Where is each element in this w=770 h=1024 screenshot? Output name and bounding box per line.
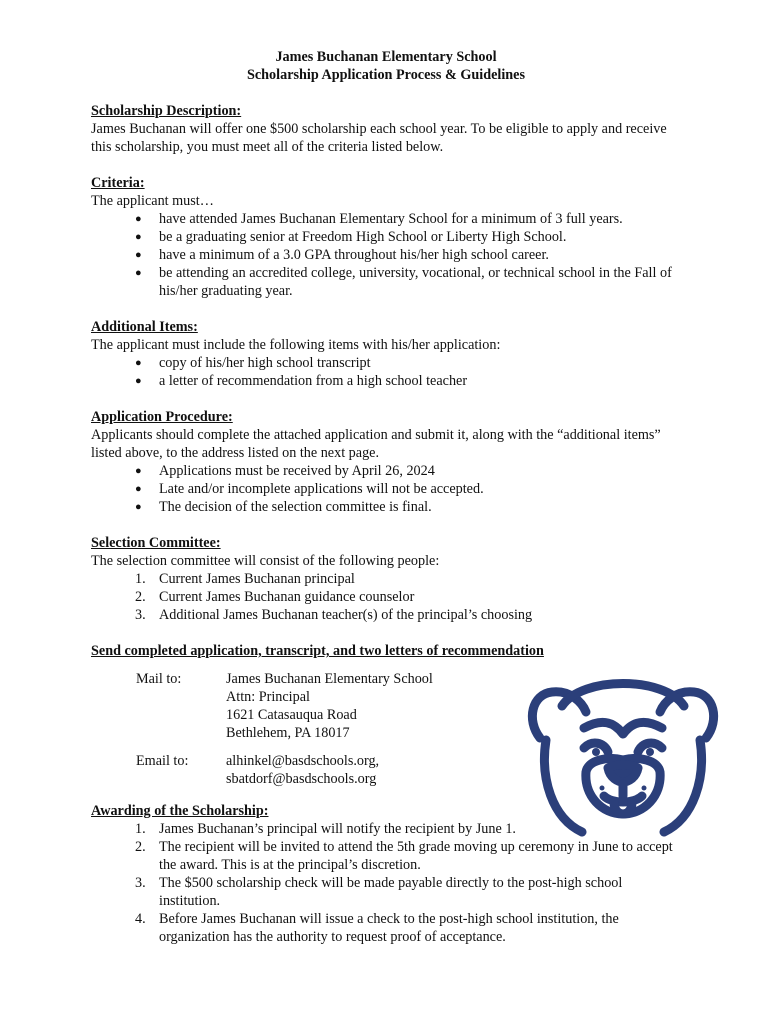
committee-heading: Selection Committee: <box>91 535 221 551</box>
list-item: 3. The $500 scholarship check will be made payable directly to the post-high school institution. <box>135 875 623 909</box>
list-item: ● be attending an accredited college, university, vocational, or technical school in the Fall of his/her graduating year. <box>135 265 672 299</box>
criteria-intro: The applicant must… <box>91 193 214 209</box>
address-line: 1621 Catasauqua Road <box>226 707 357 723</box>
section-additional-items <box>91 318 681 390</box>
description-text: James Buchanan will offer one $500 scholarship each school year. To be eligible to apply and receive this scholarship, you must meet all of the criteria listed below. <box>91 121 667 155</box>
list-item: 4. Before James Buchanan will issue a check to the post-high school institution, the organization has the authority to request proof of acceptance. <box>135 911 619 945</box>
address-line: Bethlehem, PA 18017 <box>226 725 350 741</box>
additional-list <box>91 354 681 390</box>
procedure-list <box>91 462 681 516</box>
description-heading: Scholarship Description: <box>91 103 242 119</box>
awarding-heading: Awarding of the Scholarship: <box>91 803 269 819</box>
list-item: ● Applications must be received by April 26, 2024 <box>135 463 435 479</box>
list-item: ● Late and/or incomplete applications will not be accepted. <box>135 481 484 497</box>
committee-list <box>91 570 681 624</box>
list-item: 1. James Buchanan’s principal will notify the recipient by June 1. <box>135 821 516 837</box>
list-item: 1. Current James Buchanan principal <box>135 571 355 587</box>
list-item: ● copy of his/her high school transcript <box>135 355 371 371</box>
email-addresses <box>226 752 379 788</box>
committee-intro: The selection committee will consist of the following people: <box>91 553 440 569</box>
mail-label: Mail to: <box>136 671 182 687</box>
email-address: alhinkel@basdschools.org, <box>226 753 380 769</box>
criteria-list <box>91 210 681 300</box>
email-address: sbatdorf@basdschools.org <box>226 771 377 787</box>
bulldog-mascot-icon <box>522 668 724 844</box>
section-procedure <box>91 408 681 516</box>
list-item: ● have attended James Buchanan Elementary School for a minimum of 3 full years. <box>135 211 623 227</box>
email-label: Email to: <box>136 753 189 769</box>
procedure-heading: Application Procedure: <box>91 409 233 425</box>
additional-heading: Additional Items: <box>91 319 198 335</box>
list-item: 3. Additional James Buchanan teacher(s) of the principal’s choosing <box>135 607 533 623</box>
list-item: ● be a graduating senior at Freedom High School or Liberty High School. <box>135 229 567 245</box>
school-name: James Buchanan Elementary School <box>275 49 497 65</box>
procedure-text: Applicants should complete the attached application and submit it, along with the “additional items” listed above, to the address listed on the next page. <box>91 427 661 461</box>
criteria-heading: Criteria: <box>91 175 145 191</box>
section-description <box>91 102 681 156</box>
send-heading: Send completed application, transcript, and two letters of recommendation <box>91 643 544 659</box>
address-line: Attn: Principal <box>226 689 310 705</box>
mail-address <box>226 670 433 742</box>
list-item: ● The decision of the selection committee is final. <box>135 499 432 515</box>
document-title: Scholarship Application Process & Guidelines <box>246 67 525 83</box>
list-item: 2. Current James Buchanan guidance counselor <box>135 589 415 605</box>
list-item: ● have a minimum of a 3.0 GPA throughout his/her high school career. <box>135 247 549 263</box>
additional-intro: The applicant must include the following items with his/her application: <box>91 337 501 353</box>
section-criteria <box>91 174 681 300</box>
address-line: James Buchanan Elementary School <box>226 671 433 687</box>
list-item: 2. The recipient will be invited to attend the 5th grade moving up ceremony in June to accept the award. This is at the principal’s discretion. <box>135 839 673 873</box>
list-item: ● a letter of recommendation from a high school teacher <box>135 373 468 389</box>
section-committee <box>91 534 681 624</box>
